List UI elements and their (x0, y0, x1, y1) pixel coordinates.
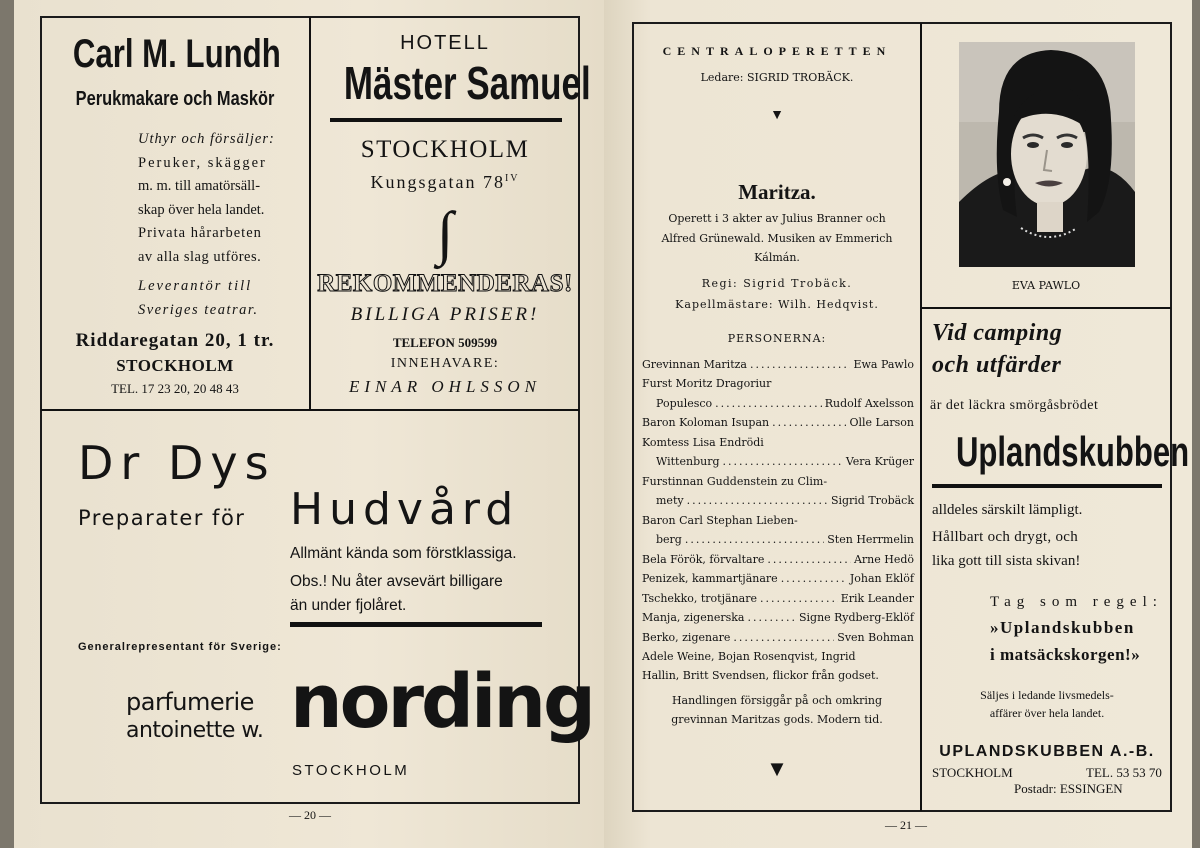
lundh-line-2: m. m. till amatörsäll- (138, 178, 261, 194)
operetta-arrow-bottom: ▼ (766, 756, 788, 781)
cast-dots (772, 416, 846, 429)
operetta-desc-0: Operett i 3 akter av Julius Branner och (668, 212, 886, 225)
cast-actor: Olle Larson (849, 416, 914, 429)
drdys-general: Generalrepresentant för Sverige: (78, 641, 282, 653)
cast-role: Wittenburg (656, 455, 720, 468)
hotel-prices: BILLIGA PRISER! (350, 304, 540, 325)
cast-role: berg (656, 533, 682, 546)
left-horizontal-divider (41, 409, 579, 411)
cast-dots (685, 533, 824, 546)
lundh-line-3: skap över hela landet. (138, 201, 265, 218)
lundh-supplier-1: Sveriges teatrar. (138, 301, 259, 318)
lundh-line-1: Peruker, skägger (138, 154, 267, 171)
cast-row (642, 592, 914, 605)
cast-role: Baron Koloman Isupan (642, 416, 770, 429)
upl-slogan-1: »Uplandskubben (990, 618, 1135, 637)
left-vertical-divider (309, 17, 311, 409)
portrait-illustration (959, 42, 1135, 267)
cast-role: mety (656, 494, 684, 507)
upl-intro: är det läckra smörgåsbrödet (930, 398, 1099, 413)
cast-dots (733, 631, 834, 644)
hotel-owner-label: INNEHAVARE: (390, 356, 500, 371)
operetta-others-0: Adele Weine, Bojan Rosenqvist, Ingrid (642, 650, 856, 663)
cast-row (642, 358, 914, 371)
cast-role: Bela Förök, förvaltare (642, 553, 765, 566)
operetta-desc-2: Kálmán. (754, 251, 800, 264)
lundh-subtitle: Perukmakare och Maskör (75, 88, 275, 110)
cast-row (642, 377, 914, 390)
hotel-city: STOCKHOLM (360, 136, 530, 163)
operetta-desc-1: Alfred Grünewald. Musiken av Emmerich (661, 232, 893, 245)
upl-company: UPLANDSKUBBEN A.-B. (939, 743, 1155, 760)
right-page-number: — 21 — (885, 818, 927, 832)
lundh-supplier-0: Leverantör till (138, 278, 253, 294)
cast-role: Populesco (656, 397, 713, 410)
hotel-recommend: REKOMMENDERAS! (317, 270, 573, 297)
hotel-phone: TELEFON 509599 (392, 335, 498, 350)
upl-headline-2: och utfärder (932, 352, 1062, 378)
drdys-cheaper-1: Obs.! Nu åter avsevärt billigare (290, 573, 503, 590)
upl-phone: TEL. 53 53 70 (1086, 765, 1162, 780)
hotel-rule (330, 118, 562, 122)
operetta-others-1: Hallin, Britt Svendsen, flickor från godset. (642, 669, 879, 682)
upl-city: STOCKHOLM (932, 765, 1013, 780)
hotel-street-floor: IV (504, 173, 520, 184)
cast-row (642, 455, 914, 468)
upl-headline-1: Vid camping (932, 320, 1063, 346)
cast-row (642, 553, 914, 566)
cast-dots (715, 397, 822, 410)
cast-row (642, 494, 914, 507)
hotel-label: HOTELL (400, 32, 490, 54)
upl-line-1: alldeles särskilt lämpligt. (932, 502, 1083, 518)
upl-line-2: Hållbart och drygt, och (932, 529, 1079, 545)
left-page-number: — 20 — (289, 808, 331, 822)
cast-role: Penizek, kammartjänare (642, 572, 778, 585)
cast-row (642, 611, 914, 624)
cast-dots (760, 592, 838, 605)
cast-actor: Johan Eklöf (849, 572, 914, 585)
cast-role: Grevinnan Maritza (642, 358, 747, 371)
lundh-city: STOCKHOLM (116, 356, 234, 375)
cast-role: Furst Moritz Dragoriur (642, 377, 772, 390)
drdys-city: STOCKHOLM (292, 762, 410, 779)
cast-actor: Sigrid Trobäck (830, 494, 914, 507)
cast-actor: Sten Herrmelin (827, 533, 914, 546)
hotel-street (312, 172, 578, 193)
operetta-title: Maritza. (738, 180, 816, 204)
right-vertical-divider (920, 23, 922, 811)
cast-row (642, 572, 914, 585)
cast-dots (767, 553, 851, 566)
lundh-phone: TEL. 17 23 20, 20 48 43 (111, 381, 239, 396)
drdys-rule (290, 622, 542, 627)
drdys-nording-logo: nording (290, 659, 594, 745)
upl-rule (932, 484, 1162, 488)
cast-row (642, 514, 914, 527)
operetta-theatre: CENTRALOPERETTEN (662, 44, 892, 58)
cast-row (642, 436, 914, 449)
lundh-name: Carl M. Lundh (72, 32, 281, 76)
operetta-leader: Ledare: SIGRID TROBÄCK. (700, 71, 854, 84)
cast-dots (747, 611, 796, 624)
cast-dots (723, 455, 843, 468)
cast-row (642, 416, 914, 429)
cast-role: Baron Carl Stephan Lieben- (642, 514, 798, 527)
operetta-persons-label: PERSONERNA: (727, 332, 827, 345)
cast-row (642, 631, 914, 644)
cast-role: Furstinnan Guddenstein zu Clim- (642, 475, 828, 488)
lundh-address: Riddaregatan 20, 1 tr. (75, 330, 275, 351)
lundh-line-4: Privata hårarbeten (138, 225, 262, 241)
cast-role: Berko, zigenare (642, 631, 731, 644)
cast-row (642, 397, 914, 410)
cast-actor: Rudolf Axelsson (824, 397, 914, 410)
cast-actor: Ewa Pawlo (853, 358, 914, 371)
operetta-conductor: Kapellmästare: Wilh. Hedqvist. (675, 298, 879, 311)
eva-pawlo-caption: EVA PAWLO (1011, 279, 1081, 292)
hotel-owner: EINAR OHLSSON (348, 377, 542, 396)
hotel-ornament: ∫ (436, 200, 454, 266)
drdys-cheaper-2: än under fjolåret. (290, 597, 407, 614)
hotel-street-text: Kungsgatan 78 (370, 172, 505, 192)
cast-role: Tschekko, trotjänare (642, 592, 757, 605)
upl-sold-1: Säljes i ledande livsmedels- (980, 688, 1114, 702)
drdys-hudvard: Hudvård (290, 484, 520, 535)
upl-postal: Postadr: ESSINGEN (1014, 781, 1123, 796)
cast-role: Manja, zigenerska (642, 611, 745, 624)
operetta-director: Regi: Sigrid Trobäck. (701, 277, 853, 290)
operetta-arrow-top: ▼ (770, 108, 784, 123)
upl-brand: Uplandskubben (955, 428, 1190, 475)
upl-rule-label: Tag som regel: (990, 594, 1163, 610)
cast-dots (781, 572, 847, 585)
drdys-known: Allmänt kända som förstklassiga. (290, 545, 517, 562)
operetta-setting-1: grevinnan Maritzas gods. Modern tid. (671, 713, 883, 726)
eva-pawlo-photo (959, 42, 1135, 267)
drdys-brand: Dr Dys (78, 436, 276, 490)
cast-role: Komtess Lisa Endrödi (642, 436, 764, 449)
cast-row (642, 475, 914, 488)
right-horizontal-divider (922, 307, 1171, 309)
cast-actor: Sven Bohman (837, 631, 914, 644)
lundh-line-5: av alla slag utföres. (138, 248, 262, 265)
cast-dots (687, 494, 828, 507)
upl-line-3: lika gott till sista skivan! (932, 553, 1081, 569)
drdys-parfumerie: parfumerie (126, 688, 254, 716)
upl-sold-2: affärer över hela landet. (989, 706, 1105, 720)
cast-actor: Erik Leander (840, 592, 914, 605)
cast-row (642, 533, 914, 546)
lundh-body (138, 128, 298, 322)
upl-slogan-2: i matsäckskorgen!» (990, 645, 1141, 664)
cast-actor: Vera Krüger (845, 455, 914, 468)
operetta-setting-0: Handlingen försiggår på och omkring (671, 694, 883, 707)
cast-actor: Signe Rydberg-Eklöf (798, 611, 914, 624)
drdys-preparater: Preparater för (78, 506, 246, 530)
cast-actor: Arne Hedö (853, 553, 914, 566)
hotel-name: Mäster Samuel (343, 57, 591, 109)
cast-dots (750, 358, 851, 371)
drdys-antoinette: antoinette w. (126, 718, 264, 743)
lundh-line-0: Uthyr och försäljer: (138, 131, 275, 147)
